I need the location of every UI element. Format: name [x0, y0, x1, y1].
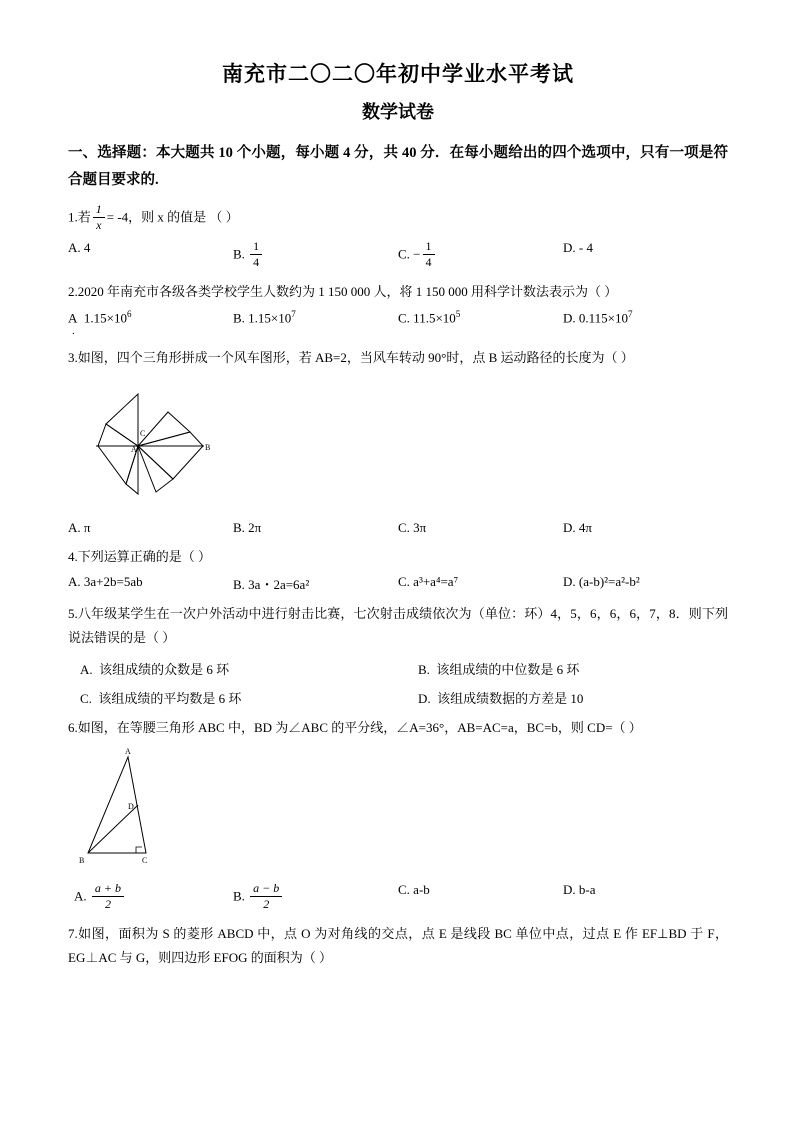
svg-text:A: A: [131, 444, 137, 454]
question-1-stem-before: 若: [77, 209, 91, 225]
section-heading: 一、选择题：本大题共 10 个小题，每小题 4 分，共 40 分．在每小题给出的四个选项中，只有一项是符合题目要求的.: [68, 145, 728, 188]
question-2-options: [68, 309, 728, 326]
option-a: A. π: [68, 519, 91, 535]
option-b-fraction: $\frac{1}{4}$: [250, 239, 262, 270]
option-b: B. 3a・2a=6a²: [233, 577, 310, 593]
question-4: [68, 545, 728, 568]
question-6: [68, 716, 728, 739]
triangle-abc-figure: [68, 743, 728, 876]
question-5-options-row1: [68, 659, 728, 678]
option-c: C. $11.5\times 10^5$: [398, 309, 461, 326]
option-a: A. $\frac{a + b}{2}$: [68, 882, 233, 913]
option-d: D. - 4: [563, 239, 593, 255]
question-1: [68, 203, 728, 234]
question-3-stem: 如图，四个三角形拼成一个风车图形，若 AB=2，当风车转动 90°时，点 B 运动路径的长度为（ ）: [77, 350, 634, 366]
question-4-number: 4.: [68, 548, 78, 564]
question-2-number: 2.: [68, 283, 78, 299]
question-7-stem: 如图，面积为 S 的菱形 ABCD 中，点 O 为对角线的交点，点 E 是线段 BC 单位中点，过点 E 作 EF⊥BD 于 F，EG⊥AC 与 G，则四边形 EFOG 的面积为（ ）: [68, 926, 728, 965]
stray-dot: .: [72, 325, 75, 338]
question-5: [68, 602, 728, 649]
question-1-options: [68, 240, 728, 271]
option-d: D. 4π: [563, 519, 592, 535]
question-3-options: [68, 520, 728, 536]
option-a: A. 4: [68, 239, 91, 255]
option-d: D. $0.115\times 10^7$: [563, 309, 633, 326]
option-a: A $1.15\times 10^6$: [68, 309, 132, 326]
page-title: 南充市二〇二〇年初中学业水平考试: [222, 62, 574, 86]
question-6-number: 6.: [68, 719, 78, 735]
question-1-number: 1.: [68, 209, 78, 225]
question-1-fraction: $\frac{1}{x}$: [93, 202, 105, 233]
option-b: B. $\frac{a - b}{2}$: [233, 882, 398, 913]
option-b: B. 2π: [233, 519, 262, 535]
svg-text:C: C: [142, 856, 148, 866]
page-content: [68, 58, 728, 969]
question-4-options: [68, 574, 728, 593]
page-subtitle: 数学试卷: [362, 102, 434, 122]
question-4-stem: 下列运算正确的是（ ）: [77, 548, 212, 564]
question-7: [68, 922, 728, 969]
svg-text:B: B: [205, 442, 211, 452]
option-a: A. 该组成绩的众数是 6 环: [80, 661, 230, 677]
option-a: A. 3a+2b=5ab: [68, 574, 143, 590]
option-b: B. $1.15\times 10^7$: [233, 309, 296, 326]
option-c: C. 3π: [398, 519, 427, 535]
question-6-options: [68, 882, 728, 913]
option-b: B. 该组成绩的中位数是 6 环: [418, 661, 580, 677]
option-a-fraction: $\frac{a + b}{2}$: [92, 881, 124, 912]
option-b-fraction: $\frac{a - b}{2}$: [250, 881, 282, 912]
svg-text:C: C: [140, 428, 146, 438]
svg-text:A: A: [125, 747, 131, 757]
option-c: C. 该组成绩的平均数是 6 环: [80, 690, 242, 706]
question-5-stem: 八年级某学生在一次户外活动中进行射击比赛，七次射击成绩依次为（单位：环）4，5，6，6，6，7，8．则下列说法错误的是（ ）: [68, 606, 728, 645]
question-5-number: 5.: [68, 606, 78, 622]
option-c: C. − $\frac{1}{4}$: [398, 240, 563, 271]
pinwheel-figure: [68, 374, 728, 514]
question-1-stem-after: = -4，则 x 的值是 （ ）: [106, 209, 239, 225]
option-c-fraction: $\frac{1}{4}$: [423, 239, 435, 270]
question-6-stem: 如图，在等腰三角形 ABC 中，BD 为∠ABC 的平分线，∠A=36°，AB=AC=a，BC=b，则 CD=（ ）: [77, 719, 642, 735]
option-d: D. b-a: [563, 882, 596, 898]
question-3: [68, 346, 728, 369]
svg-text:D: D: [128, 802, 134, 812]
question-5-options-row2: [68, 688, 728, 707]
option-b: B. $\frac{1}{4}$: [233, 240, 398, 271]
option-c: C. a³+a⁴=a⁷: [398, 574, 459, 590]
option-d: D. (a-b)²=a²-b²: [563, 574, 640, 590]
question-2: [68, 280, 728, 303]
option-c: C. a-b: [398, 882, 430, 898]
question-7-number: 7.: [68, 926, 78, 942]
question-2-stem: 2020 年南充市各级各类学校学生人数约为 1 150 000 人，将 1 150 000 用科学计数法表示为（ ）: [77, 283, 618, 299]
option-d: D. 该组成绩数据的方差是 10: [418, 690, 584, 706]
question-3-number: 3.: [68, 350, 78, 366]
svg-text:B: B: [79, 856, 85, 866]
